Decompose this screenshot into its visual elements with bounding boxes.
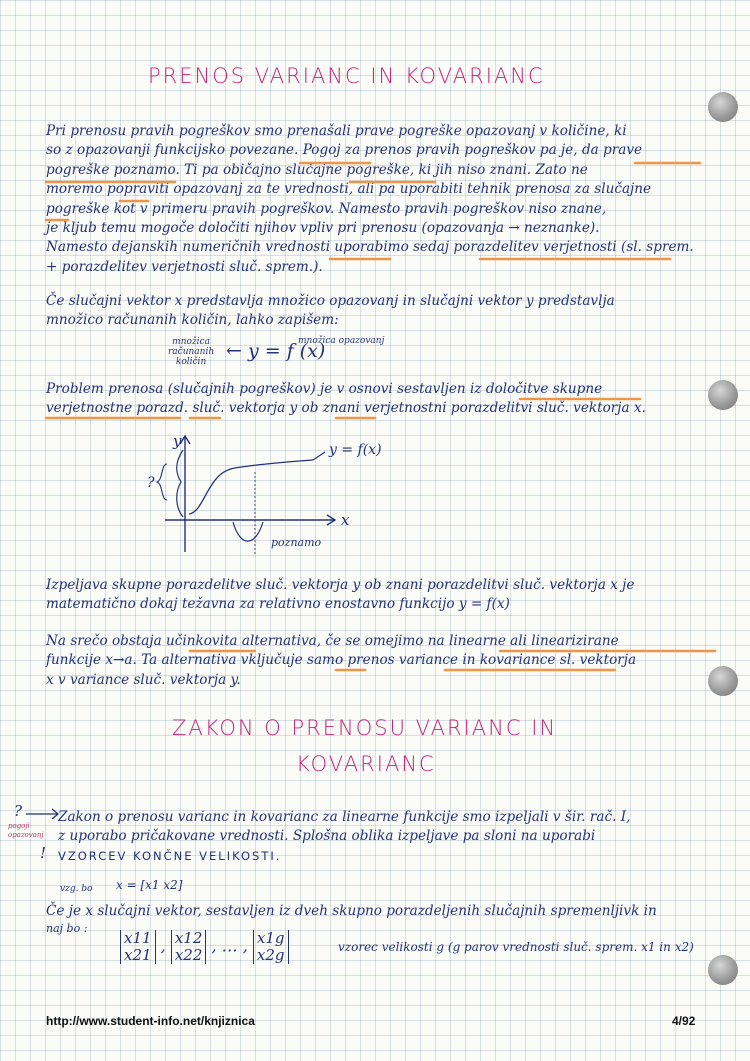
alt-line: x v variance sluč. vektorja y. — [46, 671, 241, 688]
section-title-line-1: ZAKON O PRENOSU VARIANC IN — [172, 716, 558, 740]
vector-note-top: vzg. bo — [60, 884, 93, 894]
margin-note: pogoji opazovanj — [8, 822, 44, 839]
intro-line: je kljub temu mogoče določiti njihov vpliv pri prenosu (opazovanja → neznanke). — [46, 220, 600, 237]
sample-description: vzorec velikosti g (g parov vrednosti sluč. sprem. x1 in x2) — [338, 940, 694, 954]
intro-line: Namesto dejanskih numeričnih vrednosti uporabimo sedaj porazdelitev verjetnosti (sl. sprem. — [46, 239, 694, 256]
intro-line: pogreške kot v primeru pravih pogreškov. Namesto pravih pogreškov niso znane, — [46, 200, 607, 217]
derive-line: matematično dokaj težavna za relativno enostavno funkcijo y = f(x) — [46, 596, 510, 613]
derive-paragraph — [46, 576, 726, 615]
sample-vectors — [120, 930, 289, 964]
law-line: VZORCEV KONČNE VELIKOSTI. — [58, 848, 282, 863]
transfer-graph — [145, 432, 405, 562]
y-axis-label: y — [173, 432, 182, 450]
x-distribution — [233, 522, 263, 541]
y-distribution — [177, 450, 183, 517]
intro-line: + porazdelitev verjetnosti sluč. sprem.). — [46, 258, 323, 275]
intro-line: pogreške poznamo. Ti pa običajno slučajne pogreške, ki jih niso znani. Zato ne — [46, 161, 588, 178]
page-title: PRENOS VARIANC IN KOVARIANC — [148, 64, 545, 88]
alt-line: Na srečo obstaja učinkovita alternativa, če se omejimo na linearne ali linearizirane — [46, 633, 619, 649]
footer-url[interactable]: http://www.student-info.net/knjiznica — [46, 1014, 255, 1028]
separator: , — [160, 936, 166, 956]
function-curve — [189, 460, 313, 514]
formula-left-label: množica računanih količin — [168, 337, 215, 367]
formula-right-label: množica opazovanj — [298, 336, 385, 346]
problem-line: Problem prenosa (slučajnih pogreškov) je v osnovi sestavljen iz določitve skupne — [46, 381, 603, 397]
curve-label: y = f(x) — [329, 442, 382, 458]
x-axis-label: x — [341, 511, 350, 529]
page-number: 4/92 — [672, 1014, 696, 1028]
vector-line: Če slučajni vektor x predstavlja množico opazovanj in slučajni vektor y predstavlja — [46, 293, 615, 309]
problem-line: verjetnostne porazd. sluč. vektorja y ob znani verjetnostni porazdelitvi sluč. vektorja x. — [46, 400, 646, 417]
margin-question: ? — [14, 802, 23, 820]
sample-column: x12 x22 — [171, 930, 207, 964]
sample-column: x1g x2g — [253, 930, 289, 964]
law-paragraph — [58, 808, 728, 866]
intro-highlights — [0, 0, 750, 300]
intro-line: Pri prenosu pravih pogreškov smo prenašali prave pogreške opazovanj v količine, ki — [46, 123, 627, 139]
known-label: poznamo — [271, 536, 322, 549]
question-label: ? — [147, 475, 155, 491]
intro-line: moremo popraviti opazovanj za te vrednosti, ali pa uporabiti tehnik prenosa za slučajne — [46, 181, 652, 198]
question-brace — [157, 464, 167, 500]
curve-label-arrow-icon — [313, 452, 325, 460]
exclaim-mark: ! — [40, 844, 47, 862]
law-line: z uporabo pričakovane vrednosti. Splošna oblika izpeljave pa sloni na uporabi — [58, 828, 596, 845]
intro-line: so z opazovanji funkcijsko povezane. Pogoj za prenos pravih pogreškov pa je, da prave — [46, 142, 643, 159]
vector-note-left: naj bo : — [46, 922, 88, 935]
alt-line: funkcije x→a. Ta alternativa vključuje samo prenos variance in kovariance sl. vektorja — [46, 652, 637, 669]
vector-x-def: x = [x1 x2] — [116, 878, 183, 892]
vector-line: množico računanih količin, lahko zapišem: — [46, 312, 339, 329]
alt-highlights — [0, 632, 750, 702]
punch-hole — [708, 955, 738, 985]
section-title-line-2: KOVARIANC — [296, 752, 436, 776]
derive-line: Izpeljava skupne porazdelitve sluč. vektorja y ob znani porazdelitvi sluč. vektorja x je — [46, 577, 635, 593]
vector-paragraph — [46, 292, 706, 331]
vector-def-line: Če je x slučajni vektor, sestavljen iz dveh skupno porazdeljenih slučajnih spremenljivk in — [46, 903, 657, 919]
law-line: Zakon o prenosu varianc in kovarianc za linearne funkcije smo izpeljali v šir. rač. I, — [58, 809, 631, 825]
sample-column: x11 x21 — [120, 930, 156, 964]
problem-highlights — [0, 380, 750, 440]
formula-expression: ← y = f (x) — [226, 340, 326, 362]
ellipsis: , … , — [211, 936, 248, 956]
